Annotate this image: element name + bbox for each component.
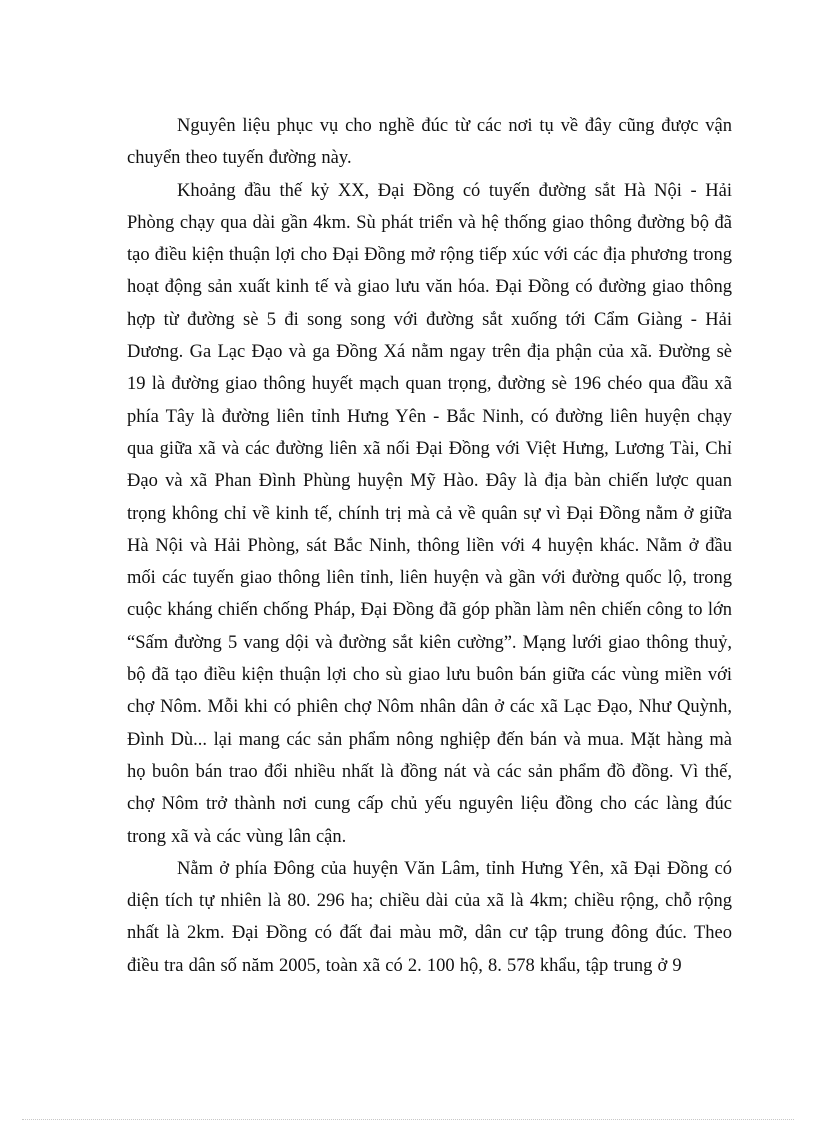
paragraph-materials-transport: Nguyên liệu phục vụ cho nghề đúc từ các nơi tụ về đây cũng được vận chuyển theo tuyến đường này.	[127, 116, 732, 169]
page-bottom-divider	[22, 1119, 794, 1120]
paragraph-geography-population: Nằm ở phía Đông của huyện Văn Lâm, tỉnh Hưng Yên, xã Đại Đồng có diện tích tự nhiên là 80. 296 ha; chiều dài của xã là 4km; chiều rộng, chỗ rộng nhất là 2km. Đại Đồng có đất đai màu mỡ, dân cư tập trung đông đúc. Theo điều tra dân số năm 2005, toàn xã có 2. 100 hộ, 8. 578 khẩu, tập trung ở 9	[127, 858, 732, 976]
document-body	[127, 110, 732, 982]
paragraph-railway-and-roads: Khoảng đầu thế kỷ XX, Đại Đồng có tuyến đường sắt Hà Nội - Hải Phòng chạy qua dài gần 4km. Sù phát triển và hệ thống giao thông đường bộ đã tạo điều kiện thuận lợi cho Đại Đồng mở rộng tiếp xúc với các địa phương trong hoạt động sản xuất kinh tế và giao lưu văn hóa. Đại Đồng có đường giao thông hợp từ đường sè 5 đi song song với đường sắt xuống tới Cẩm Giàng - Hải Dương. Ga Lạc Đạo và ga Đồng Xá nằm ngay trên địa phận của xã. Đường sè 19 là đường giao thông huyết mạch quan trọng, đường sè 196 chéo qua đầu xã phía Tây là đường liên tỉnh Hưng Yên - Bắc Ninh, có đường liên huyện chạy qua giữa xã và các đường liên xã nối Đại Đồng với Việt Hưng, Lương Tài, Chỉ Đạo và xã Phan Đình Phùng huyện Mỹ Hào. Đây là địa bàn chiến lược quan trọng không chỉ về kinh tế, chính trị mà cả về quân sự vì Đại Đồng nằm ở giữa Hà Nội và Hải Phòng, sát Bắc Ninh, thông liền với 4 huyện khác. Nằm ở đầu mối các tuyến giao thông liên tỉnh, liên huyện và gần với đường quốc lộ, trong cuộc kháng chiến chống Pháp, Đại Đồng đã góp phần làm nên chiến công to lớn “Sấm đường 5 vang dội và đường sắt kiên cường”. Mạng lưới giao thông thuỷ, bộ đã tạo điều kiện thuận lợi cho sù giao lưu buôn bán giữa các vùng miền với chợ Nôm. Mỗi khi có phiên chợ Nôm nhân dân ở các xã Lạc Đạo, Như Quỳnh, Đình Dù... lại mang các sản phẩm nông nghiệp đến bán và mua. Mặt hàng mà họ buôn bán trao đổi nhiều nhất là đồng nát và các sản phẩm đồ đồng. Vì thế, chợ Nôm trở thành nơi cung cấp chủ yếu nguyên liệu đồng cho các làng đúc trong xã và các vùng lân cận.	[127, 180, 732, 847]
